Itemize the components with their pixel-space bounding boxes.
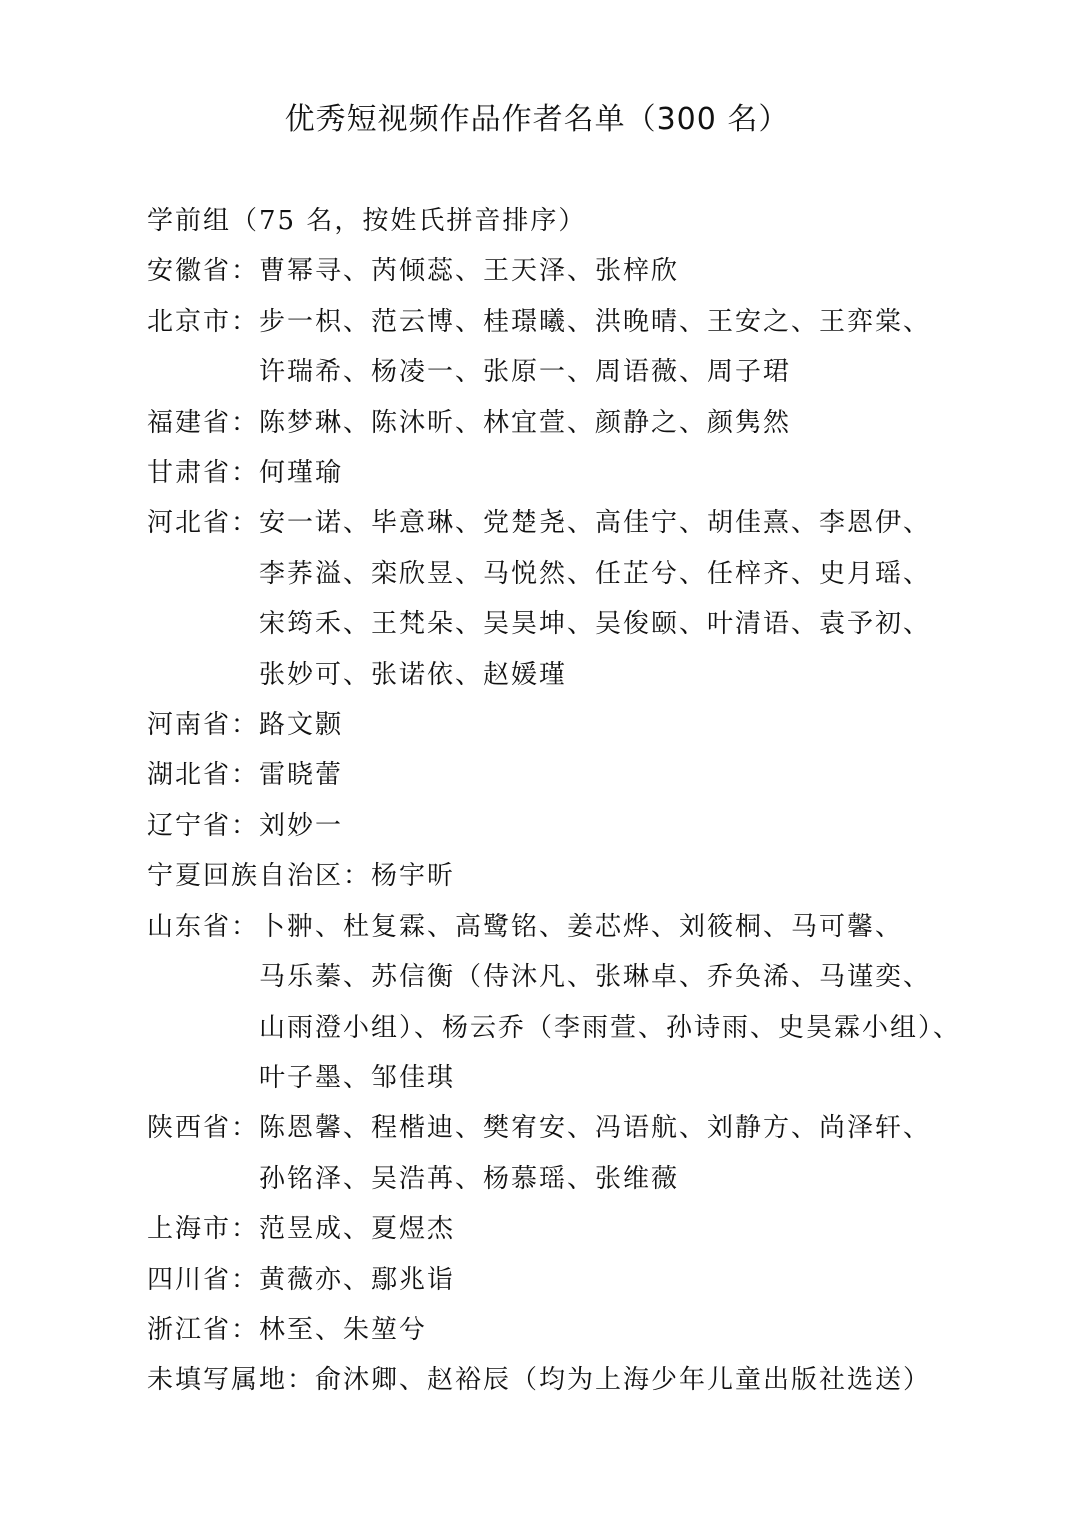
region-label: 湖北省： (147, 760, 260, 791)
region-label: 上海市： (147, 1214, 260, 1245)
author-names-line: 陈恩馨、程楷迪、樊宥安、冯语航、刘静方、尚泽轩、 (259, 1113, 932, 1144)
author-names-line: 马乐蓁、苏信衡（侍沐凡、张琳卓、乔奂浠、马谨奕、 (259, 962, 932, 993)
region-label: 河北省： (147, 508, 260, 539)
author-names-line: 宋筠禾、王梵朵、吴昊坤、吴俊颐、叶清语、袁予初、 (259, 609, 932, 640)
author-names (315, 1355, 931, 1405)
region-label: 北京市： (147, 306, 260, 337)
document-title: 优秀短视频作品作者名单（300 名） (284, 102, 790, 137)
author-names-line: 山雨澄小组）、杨云乔（李雨萱、孙诗雨、史昊霖小组）、 (259, 1012, 962, 1043)
author-names (259, 398, 791, 448)
author-names-line: 林至、朱堃兮 (259, 1314, 428, 1345)
author-names-line: 范昱成、夏煜杰 (259, 1214, 456, 1245)
author-names-line: 许瑞希、杨凌一、张原一、周语薇、周子珺 (259, 357, 792, 388)
author-names (259, 1103, 931, 1204)
author-names (371, 851, 455, 901)
region-entries (147, 246, 962, 1405)
author-names-line: 黄薇亦、鄢兆诣 (259, 1264, 456, 1295)
region-entry (147, 700, 937, 750)
author-names-line: 杨宇昕 (371, 861, 456, 892)
author-names-line: 曹幂寻、芮倾蕊、王天泽、张梓欣 (259, 256, 680, 287)
author-names-line: 俞沐卿、赵裕辰（均为上海少年儿童出版社选送） (315, 1365, 932, 1396)
author-names (259, 1305, 427, 1355)
author-names-line: 叶子墨、邹佳琪 (259, 1062, 456, 1093)
author-names-line: 路文颢 (259, 710, 344, 741)
region-entry (147, 297, 937, 398)
region-label: 山东省： (147, 911, 260, 942)
author-names (259, 448, 343, 498)
author-names (259, 246, 679, 296)
region-entry (147, 1305, 937, 1355)
region-entry (147, 448, 937, 498)
name-list (147, 196, 962, 1406)
region-entry (147, 750, 937, 800)
region-label: 河南省： (147, 710, 260, 741)
region-label: 福建省： (147, 407, 260, 438)
author-names (259, 1255, 455, 1305)
region-label: 四川省： (147, 1264, 260, 1295)
region-entry (147, 1255, 937, 1305)
author-names (259, 700, 343, 750)
region-label: 陕西省： (147, 1113, 260, 1144)
author-names-line: 卜翀、杜复霖、高鹭铭、姜芯烨、刘筱桐、马可馨、 (259, 911, 904, 942)
author-names-line: 雷晓蕾 (259, 760, 344, 791)
author-names (259, 750, 343, 800)
author-names (259, 1204, 455, 1254)
group-header: 学前组（75 名，按姓氏拼音排序） (147, 206, 587, 236)
region-label: 甘肃省： (147, 458, 260, 489)
region-entry (147, 246, 937, 296)
region-entry (147, 851, 937, 901)
author-names-line: 陈梦琳、陈沐昕、林宜萱、颜静之、颜隽然 (259, 407, 792, 438)
author-names-line: 张妙可、张诺依、赵媛瑾 (259, 659, 568, 690)
region-entry (147, 1103, 937, 1204)
author-names (259, 498, 931, 700)
region-label: 安徽省： (147, 256, 260, 287)
author-names (259, 297, 931, 398)
region-label: 宁夏回族自治区： (147, 861, 372, 892)
author-names-line: 安一诺、毕意琳、党楚尧、高佳宁、胡佳熹、李恩伊、 (259, 508, 932, 539)
author-names-line: 步一枳、范云博、桂璟曦、洪晚晴、王安之、王弈棠、 (259, 306, 932, 337)
author-names (259, 902, 961, 1104)
region-entry (147, 398, 937, 448)
region-label: 辽宁省： (147, 810, 260, 841)
region-entry (147, 1204, 937, 1254)
region-entry (147, 902, 962, 1104)
author-names-line: 刘妙一 (259, 810, 344, 841)
author-names-line: 何瑾瑜 (259, 458, 344, 489)
author-names-line: 李荞溢、栾欣昱、马悦然、任芷兮、任梓齐、史月瑶、 (259, 558, 932, 589)
region-label: 浙江省： (147, 1314, 260, 1345)
region-label: 未填写属地： (147, 1365, 316, 1396)
region-entry (147, 1355, 937, 1405)
region-entry (147, 801, 937, 851)
author-names-line: 孙铭泽、吴浩苒、杨慕瑶、张维薇 (259, 1163, 680, 1194)
author-names (259, 801, 343, 851)
region-entry (147, 498, 937, 700)
